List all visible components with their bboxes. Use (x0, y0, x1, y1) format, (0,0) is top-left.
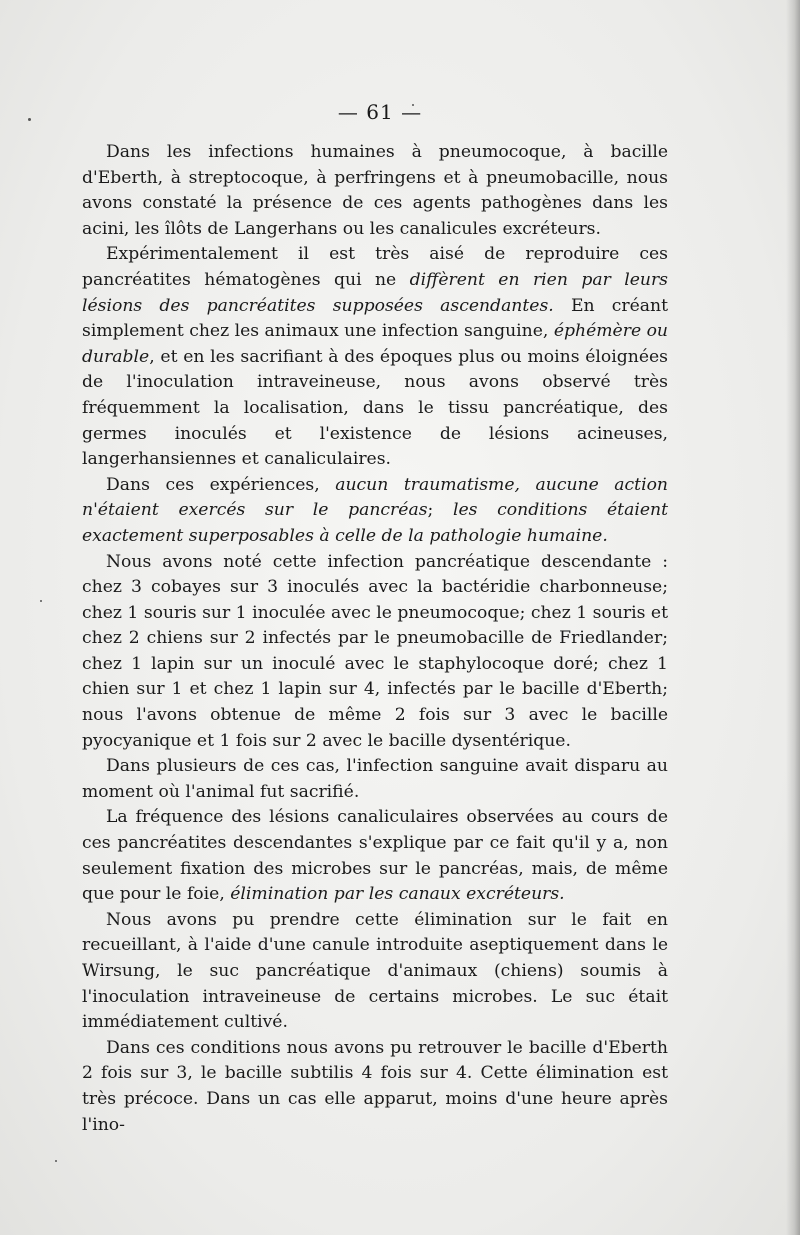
paragraph: Dans plusieurs de ces cas, l'infection sanguine avait disparu au moment où l'animal fut sacrifié. (82, 756, 668, 802)
paragraph: Dans ces expériences, aucun traumatisme, aucune action n'étaient exercés sur le pancréas; les conditions étaient exactement superposables à celle de la pathologie humaine. (82, 474, 668, 546)
paragraph: Dans les infections humaines à pneumocoque, à bacille d'Eberth, à streptocoque, à perfringens et à pneumobacille, nous avons constaté la présence de ces agents pathogènes dans les acini, les îlôts de Langerhans ou les canalicules excréteurs. (82, 142, 668, 239)
page-number: — 61 — (337, 100, 423, 124)
scan-speck (55, 1160, 57, 1162)
paragraph: Nous avons noté cette infection pancréatique descendante : chez 3 cobayes sur 3 inoculés avec la bactéridie charbonneuse; chez 1 souris sur 1 inoculée avec le pneumocoque; chez 1 souris et chez 2 chiens sur 2 infectés par le pneumobacille de Friedlander; chez 1 lapin sur un inoculé avec le staphylocoque doré; chez 1 chien sur 1 et chez 1 lapin sur 4, infectés par le bacille d'Eberth; nous l'avons obtenue de même 2 fois sur 3 avec le bacille pyocyanique et 1 fois sur 2 avec le bacille dysentérique. (82, 551, 668, 751)
body-text (82, 140, 668, 1138)
scan-speck (40, 600, 42, 602)
page-edge-shadow (786, 0, 800, 1235)
paragraph: Expérimentalement il est très aisé de reproduire ces pancréatites hématogènes qui ne diffèrent en rien par leurs lésions des pancréatites supposées ascendantes. En créant simplement chez les animaux une infection sanguine, éphémère ou durable, et en les sacrifiant à des époques plus ou moins éloignées de l'inoculation intraveineuse, nous avons observé très fréquemment la localisation, dans le tissu pancréatique, des germes inoculés et l'existence de lésions acineuses, langerhansiennes et canaliculaires. (82, 244, 669, 470)
paragraph: Dans ces conditions nous avons pu retrouver le bacille d'Eberth 2 fois sur 3, le bacille subtilis 4 fois sur 4. Cette élimination est très précoce. Dans un cas elle apparut, moins d'une heure après l'ino- (82, 1037, 668, 1135)
paragraph: La fréquence des lésions canaliculaires observées au cours de ces pancréatites descendantes s'explique par ce fait qu'il y a, non seulement fixation des microbes sur le pancréas, mais, de même que pour le foie, élimination par les canaux excréteurs. (82, 807, 668, 905)
paragraph: Nous avons pu prendre cette élimination sur le fait en recueillant, à l'aide d'une canule introduite aseptiquement dans le Wirsung, le suc pancréatique d'animaux (chiens) soumis à l'inoculation intraveineuse de certains microbes. Le suc était immédiatement cultivé. (82, 909, 668, 1033)
